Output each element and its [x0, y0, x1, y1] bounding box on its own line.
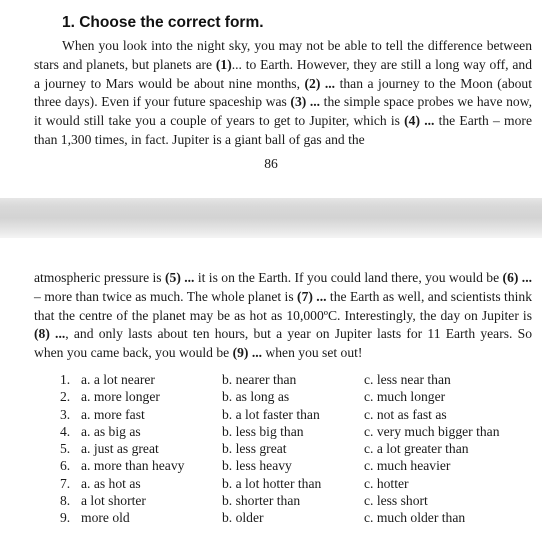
option-row [60, 509, 540, 526]
option-b: b. less great [222, 441, 287, 457]
option-b: b. shorter than [222, 493, 301, 509]
page-number: 86 [264, 156, 278, 171]
option-a: a. more than heavy [81, 458, 185, 474]
option-number: 3. [60, 406, 71, 422]
gap-marker: (9) ... [232, 345, 263, 361]
option-number: 7. [60, 475, 71, 491]
option-row [60, 457, 540, 474]
gap-marker: (1) [215, 56, 232, 72]
option-c: c. much older than [364, 510, 466, 526]
option-number: 2. [60, 389, 71, 405]
option-b: b. less big than [222, 423, 304, 439]
option-b: b. a lot faster than [222, 406, 320, 422]
option-row [60, 423, 540, 440]
option-row [60, 388, 540, 405]
option-c: c. a lot greater than [364, 441, 469, 457]
text-run: the simple space probes we have now, it would still take you a couple of years to get to Jupiter, which is [34, 94, 533, 129]
paragraph-1 [34, 37, 532, 150]
option-c: c. much heavier [364, 458, 451, 474]
gap-marker: (3) ... [290, 94, 321, 110]
text-run: the Earth as well, and scientists think that the centre of the planet may be as hot as 10,000ºC. Interestingly, the day on Jupiter is [34, 288, 533, 323]
option-b: b. a lot hotter than [222, 475, 322, 491]
option-row [60, 371, 540, 388]
option-row [60, 440, 540, 457]
option-number: 6. [60, 458, 71, 474]
text-run: When you look into the night sky, you may not be able to tell the difference between stars and planets, but planets are [34, 38, 532, 72]
gap-marker: (5) ... [165, 270, 195, 285]
option-b: b. as long as [222, 389, 290, 405]
option-a: a. just as great [81, 441, 159, 457]
exercise-heading: 1. Choose the correct form. [62, 14, 264, 31]
option-row [60, 406, 540, 423]
option-row [60, 492, 540, 509]
option-c: c. less near than [364, 372, 451, 387]
option-b: b. older [222, 510, 264, 526]
page-break [0, 198, 542, 238]
option-c: c. not as fast as [364, 406, 447, 422]
option-a: a. more longer [81, 389, 160, 405]
gap-marker: (6) ... [502, 270, 532, 285]
option-number: 9. [60, 510, 71, 526]
option-number: 5. [60, 441, 71, 457]
paragraph-2 [34, 269, 532, 363]
text-run: – more than twice as much. The whole planet is [34, 288, 298, 304]
option-number: 8. [60, 493, 71, 509]
option-b: b. less heavy [222, 458, 292, 474]
text-run: ... to Earth. However, they are still a long way off, and a journey to Mars would be about nine months, [34, 56, 532, 91]
gap-marker: (4) ... [404, 113, 435, 129]
option-a: a lot shorter [81, 493, 146, 509]
gap-marker: (7) ... [297, 288, 327, 304]
page-top [0, 0, 542, 198]
option-b: b. nearer than [222, 372, 297, 387]
answer-options [60, 371, 540, 527]
option-c: c. hotter [364, 475, 409, 491]
gap-marker: (2) ... [304, 75, 336, 91]
text-run: the Earth – more than 1,300 times, in fact. Jupiter is a giant ball of gas and the [34, 113, 532, 147]
paragraph-1-text [34, 37, 532, 150]
option-c: c. much longer [364, 389, 446, 405]
text-run: than a journey to the Moon (about three days). Even if your future spaceship was [34, 75, 532, 110]
option-row [60, 475, 540, 492]
option-a: a. more fast [81, 406, 145, 422]
text-run: when you set out! [262, 345, 363, 361]
option-c: c. very much bigger than [364, 423, 500, 439]
option-c: c. less short [364, 493, 428, 509]
gap-marker: (8) ... [34, 326, 66, 342]
option-number: 4. [60, 423, 71, 439]
paragraph-2-text [34, 269, 532, 363]
text-run: atmospheric pressure is [34, 270, 165, 285]
option-a: a. as big as [81, 423, 141, 439]
option-a: a. a lot nearer [81, 372, 155, 387]
option-a: more old [81, 510, 130, 526]
option-a: a. as hot as [81, 475, 141, 491]
text-run: , and only lasts about ten hours, but a year on Jupiter lasts for 11 Earth years. So when you came back, you would be [34, 326, 532, 361]
option-number: 1. [60, 372, 71, 387]
text-run: it is on the Earth. If you could land there, you would be [194, 270, 503, 285]
